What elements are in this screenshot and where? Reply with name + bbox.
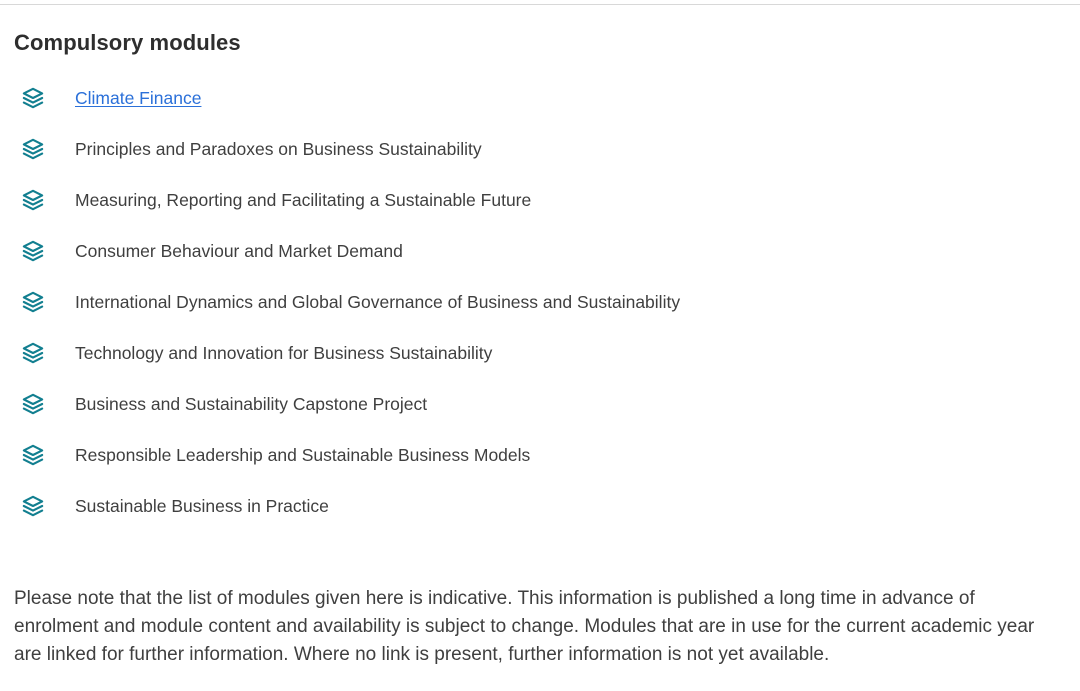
module-label: Business and Sustainability Capstone Project (75, 393, 428, 414)
layers-icon (22, 240, 44, 262)
compulsory-modules-section (0, 31, 1080, 669)
module-label: Consumer Behaviour and Market Demand (75, 240, 403, 261)
layers-icon (22, 444, 44, 466)
module-list-item (14, 276, 1060, 327)
module-label: Measuring, Reporting and Facilitating a Sustainable Future (75, 189, 532, 210)
modules-note: Please note that the list of modules given here is indicative. This information is published a long time in advance of enrolment and module content and availability is subject to change. Modules that are in use for the current academic year are linked for further information. Where no link is present, further information is not yet available. (14, 588, 1035, 665)
module-list-item (14, 225, 1060, 276)
layers-icon (22, 138, 44, 160)
module-link[interactable]: Climate Finance (75, 87, 202, 108)
layers-icon (22, 495, 44, 517)
module-list-item (14, 123, 1060, 174)
layers-icon (22, 189, 44, 211)
layers-icon (22, 291, 44, 313)
module-list-item (14, 378, 1060, 429)
layers-icon (22, 393, 44, 415)
module-label: International Dynamics and Global Governance of Business and Sustainability (75, 291, 681, 312)
module-list (14, 72, 1060, 531)
layers-icon (22, 342, 44, 364)
section-heading: Compulsory modules (14, 30, 241, 55)
module-list-item (14, 327, 1060, 378)
module-label: Sustainable Business in Practice (75, 495, 329, 516)
module-list-item (14, 72, 1060, 123)
module-list-item (14, 174, 1060, 225)
module-label: Technology and Innovation for Business Sustainability (75, 342, 493, 363)
module-list-item (14, 480, 1060, 531)
module-label: Responsible Leadership and Sustainable Business Models (75, 444, 531, 465)
layers-icon (22, 87, 44, 109)
module-label: Principles and Paradoxes on Business Sustainability (75, 138, 482, 159)
module-list-item (14, 429, 1060, 480)
top-divider (0, 4, 1080, 5)
